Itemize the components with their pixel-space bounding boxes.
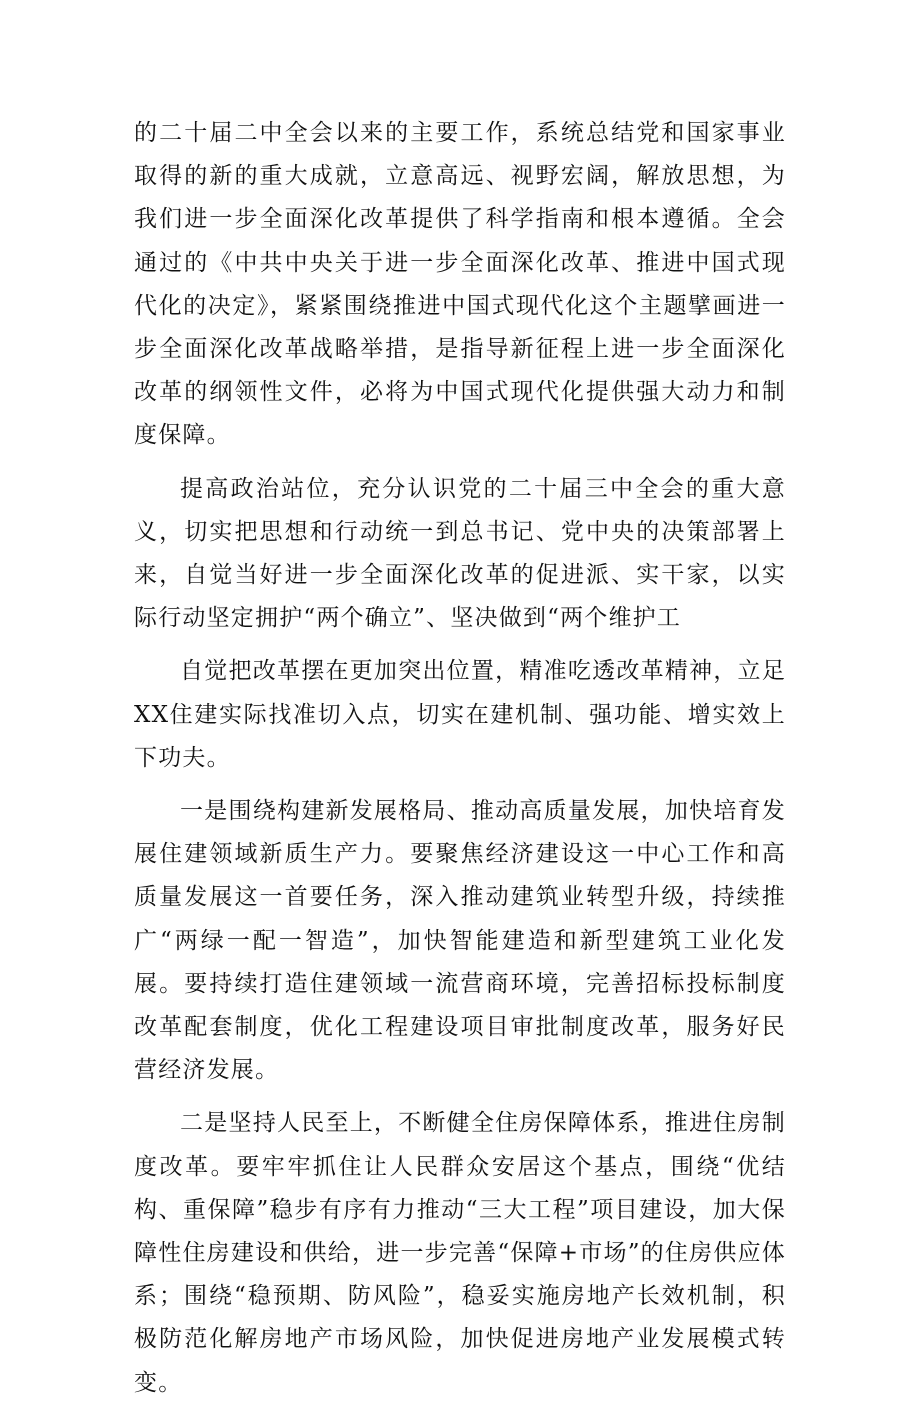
paragraph-5: 二是坚持人民至上，不断健全住房保障体系，推进住房制度改革。要牢牢抓住让人民群众安居这个基点，围绕“优结构、重保障”稳步有序有力推动“三大工程”项目建设，加大保障性住房建设和供给，进一步完善“保障+市场”的住房供应体系；围绕“稳预期、防风险”，稳妥实施房地产长效机制，积极防范化解房地产市场风险，加快促进房地产业发展模式转变。: [134, 1110, 786, 1396]
paragraph-4: 一是围绕构建新发展格局、推动高质量发展，加快培育发展住建领域新质生产力。要聚焦经济建设这一中心工作和高质量发展这一首要任务，深入推动建筑业转型升级，持续推广“两绿一配一智造”，加快智能建造和新型建筑工业化发展。要持续打造住建领域一流营商环境，完善招标投标制度改革配套制度，优化工程建设项目审批制度改革，服务好民营经济发展。: [134, 798, 786, 1084]
document-body: [134, 112, 786, 1405]
paragraph-1: 的二十届二中全会以来的主要工作，系统总结党和国家事业取得的新的重大成就，立意高远、视野宏阔，解放思想，为我们进一步全面深化改革提供了科学指南和根本遵循。全会通过的《中共中央关于进一步全面深化改革、推进中国式现代化的决定》，紧紧围绕推进中国式现代化这个主题擘画进一步全面深化改革战略举措，是指导新征程上进一步全面深化改革的纲领性文件，必将为中国式现代化提供强大动力和制度保障。: [134, 120, 786, 449]
paragraph-3: 自觉把改革摆在更加突出位置，精准吃透改革精神，立足XX住建实际找准切入点，切实在建机制、强功能、增实效上下功夫。: [134, 658, 786, 771]
paragraph-2: 提高政治站位，充分认识党的二十届三中全会的重大意义，切实把思想和行动统一到总书记、党中央的决策部署上来，自觉当好进一步全面深化改革的促进派、实干家，以实际行动坚定拥护“两个确立”、坚决做到“两个维护工: [134, 475, 786, 632]
